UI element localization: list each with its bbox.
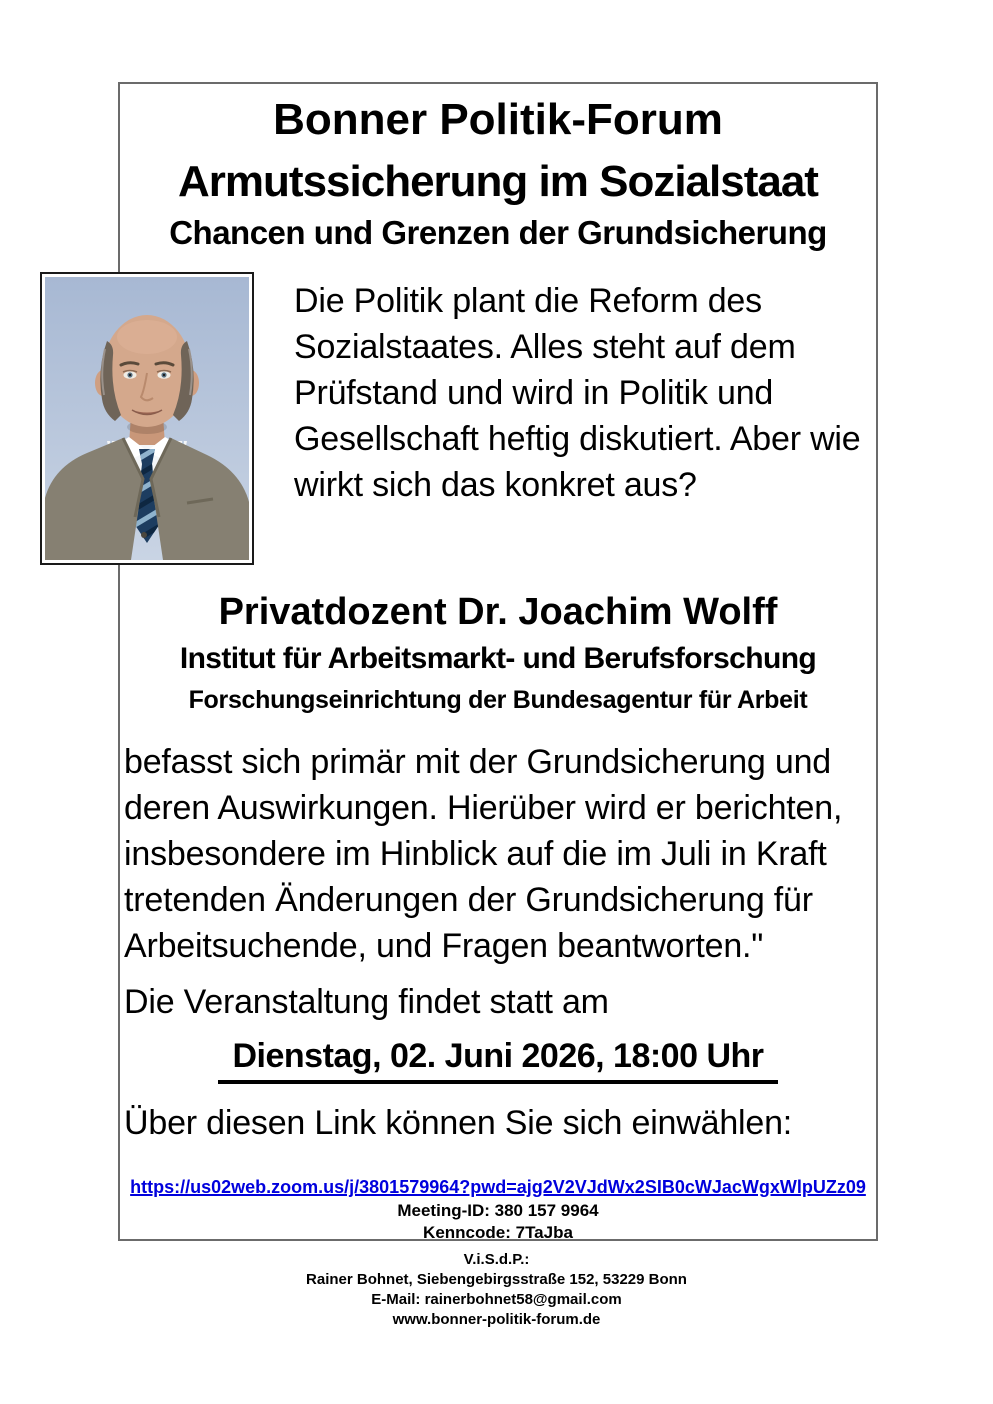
event-title: Armutssicherung im Sozialstaat	[178, 157, 818, 206]
imprint-email: E-Mail: rainerbohnet58@gmail.com	[371, 1291, 622, 1308]
event-datetime-text: Dienstag, 02. Juni 2026, 18:00 Uhr	[218, 1035, 777, 1084]
meeting-kenncode: Kenncode: 7TaJba	[423, 1223, 573, 1242]
event-tagline: Chancen und Grenzen der Grundsicherung	[169, 214, 827, 251]
dial-in-lead: Über diesen Link können Sie sich einwählen:	[124, 1104, 793, 1142]
event-lead: Die Veranstaltung findet statt am	[124, 983, 609, 1021]
content-frame	[118, 82, 878, 1241]
forum-title: Bonner Politik-Forum	[273, 95, 723, 144]
meeting-id: Meeting-ID: 380 157 9964	[397, 1201, 599, 1220]
imprint-footer	[0, 1250, 993, 1330]
zoom-meeting-link[interactable]: https://us02web.zoom.us/j/3801579964?pwd=ajg2V2VJdWx2SIB0cWJacWgxWlpUZz09	[130, 1177, 866, 1197]
imprint-website: www.bonner-politik-forum.de	[392, 1311, 601, 1328]
speaker-portrait-illustration	[45, 277, 249, 560]
speaker-photo	[40, 272, 254, 565]
zoom-meeting-block	[124, 1174, 872, 1244]
imprint-address: Rainer Bohnet, Siebengebirgsstraße 152, 53229 Bonn	[306, 1271, 687, 1288]
speaker-name: Privatdozent Dr. Joachim Wolff	[218, 591, 778, 633]
speaker-institute-sub: Forschungseinrichtung der Bundesagentur für Arbeit	[188, 686, 808, 714]
speaker-institute: Institut für Arbeitsmarkt- und Berufsforschung	[179, 642, 817, 675]
body-paragraph: befasst sich primär mit der Grundsicherung und deren Auswirkungen. Hierüber wird er berichten, insbesondere im Hinblick auf die im Juli in Kraft tretenden Änderungen der Grundsicherung für Arbeitsuchende, und Fragen beantworten."	[124, 743, 843, 965]
event-datetime	[124, 1035, 872, 1084]
imprint-visdp: V.i.S.d.P.:	[463, 1251, 530, 1268]
intro-paragraph: Die Politik plant die Reform des Sozialstaates. Alles steht auf dem Prüfstand und wird in Politik und Gesellschaft heftig diskutiert. Aber wie wirkt sich das konkret aus?	[294, 282, 861, 504]
